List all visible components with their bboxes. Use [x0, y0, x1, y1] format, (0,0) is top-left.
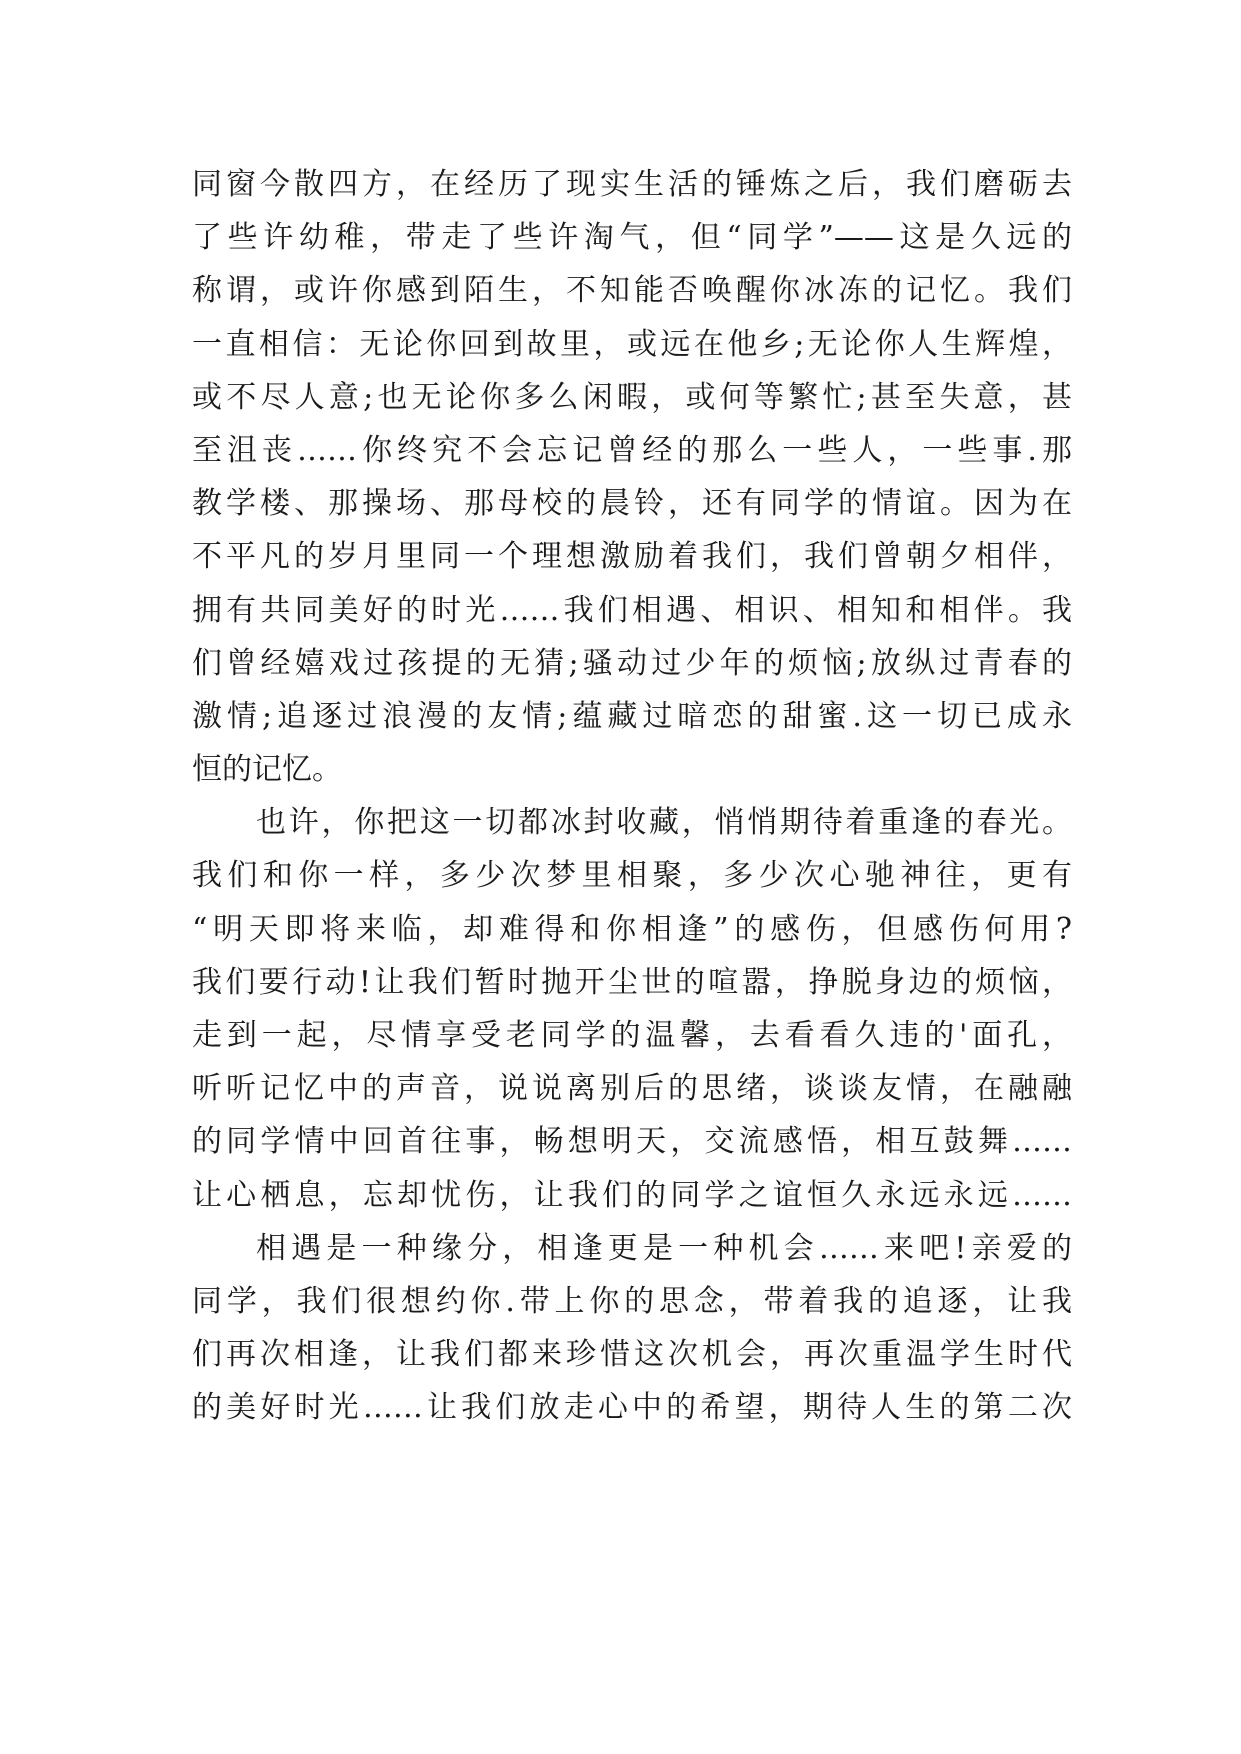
body-text: [192, 158, 1072, 1435]
text-line: 也许，你把这一切都冰封收藏，悄悄期待着重逢的春光。: [256, 805, 1072, 841]
text-line: 们曾经嬉戏过孩提的无猜;骚动过少年的烦恼;放纵过青春的: [192, 645, 1072, 681]
text-line: 同窗今散四方，在经历了现实生活的锤炼之后，我们磨砺去: [192, 167, 1072, 202]
text-line: 教学楼、那操场、那母校的晨铃，还有同学的情谊。因为在: [192, 486, 1072, 522]
text-line: 不平凡的岁月里同一个理想激励着我们，我们曾朝夕相伴，: [192, 539, 1072, 575]
text-line: 的美好时光……让我们放走心中的希望，期待人生的第二次: [192, 1390, 1072, 1426]
text-line: 听听记忆中的声音，说说离别后的思绪，谈谈友情，在融融: [192, 1071, 1072, 1107]
text-line: 走到一起，尽情享受老同学的温馨，去看看久违的'面孔，: [192, 1018, 1072, 1053]
text-line: 的同学情中回首往事，畅想明天，交流感悟，相互鼓舞……: [192, 1124, 1072, 1160]
text-line: 同学，我们很想约你.带上你的思念，带着我的追逐，让我: [192, 1283, 1072, 1319]
text-line: 拥有共同美好的时光……我们相遇、相识、相知和相伴。我: [192, 592, 1072, 628]
text-line: 至沮丧……你终究不会忘记曾经的那么一些人，一些事.那: [192, 432, 1072, 468]
text-line: 激情;追逐过浪漫的友情;蕴藏过暗恋的甜蜜.这一切已成永: [192, 698, 1072, 734]
text-line: 相遇是一种缘分，相逢更是一种机会……来吧!亲爱的: [256, 1230, 1072, 1266]
paragraph-1: [192, 158, 1072, 796]
text-line: 称谓，或许你感到陌生，不知能否唤醒你冰冻的记忆。我们: [192, 273, 1072, 309]
text-line: 让心栖息，忘却忧伤，让我们的同学之谊恒久永远永远……: [192, 1177, 1072, 1213]
paragraph-2: [192, 796, 1072, 1222]
text-line: 恒的记忆。: [192, 752, 342, 788]
text-line: “明天即将来临，却难得和你相逢”的感伤，但感伤何用?: [192, 911, 1072, 947]
text-line: 我们要行动!让我们暂时抛开尘世的喧嚣，挣脱身边的烦恼，: [192, 964, 1072, 1000]
text-line: 我们和你一样，多少次梦里相聚，多少次心驰神往，更有: [192, 858, 1072, 894]
paragraph-3: [192, 1222, 1072, 1435]
text-line: 或不尽人意;也无论你多么闲暇，或何等繁忙;甚至失意，甚: [192, 379, 1072, 415]
text-line: 们再次相逢，让我们都来珍惜这次机会，再次重温学生时代: [192, 1337, 1072, 1373]
text-line: 了些许幼稚，带走了些许淘气，但“同学”——这是久远的: [192, 220, 1072, 256]
text-line: 一直相信：无论你回到故里，或远在他乡;无论你人生辉煌，: [192, 326, 1072, 362]
